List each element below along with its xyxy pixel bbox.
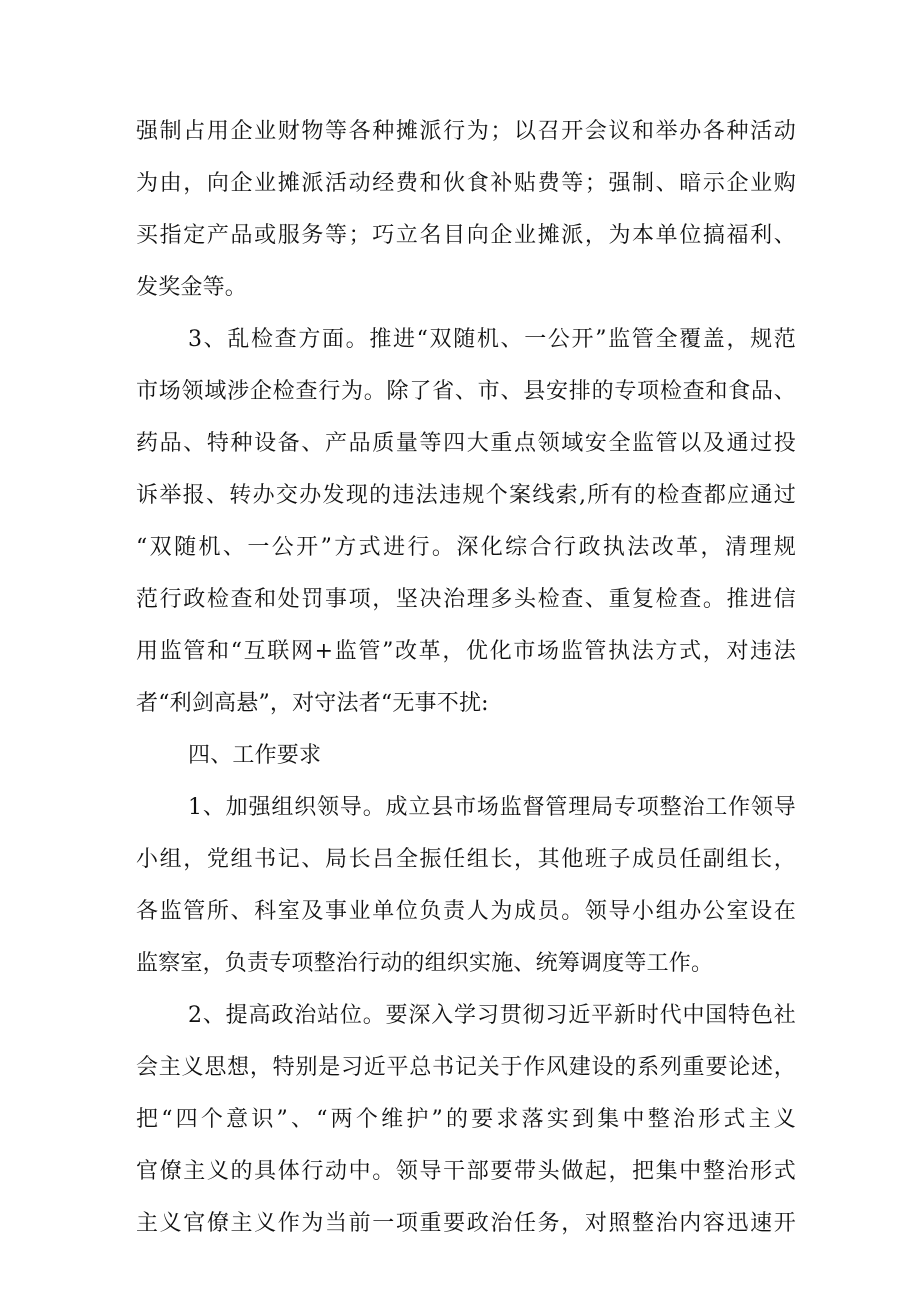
- document-line-12: 者“利剑高悬”，对守法者“无事不扰:: [136, 691, 489, 716]
- document-line-5: 3、乱检查方面。推进“双随机、一公开”监管全覆盖，规范: [188, 327, 796, 352]
- document-line-22: 主义官僚主义作为当前一项重要政治任务，对照整治内容迅速开: [136, 1211, 796, 1236]
- document-line-2: 为由，向企业摊派活动经费和伙食补贴费等；强制、暗示企业购: [136, 171, 796, 196]
- document-line-17: 监察室，负责专项整治行动的组织实施、统筹调度等工作。: [136, 951, 714, 976]
- document-line-3: 买指定产品或服务等；巧立名目向企业摊派，为本单位搞福利、: [136, 223, 796, 248]
- document-line-16: 各监管所、科室及事业单位负责人为成员。领导小组办公室设在: [136, 899, 796, 924]
- document-line-11: 用监管和“互联网+监管”改革，优化市场监管执法方式，对违法: [136, 639, 796, 664]
- document-line-18: 2、提高政治站位。要深入学习贯彻习近平新时代中国特色社: [188, 1003, 796, 1028]
- document-line-15: 小组，党组书记、局长吕全振任组长，其他班子成员任副组长，: [136, 847, 796, 872]
- document-line-9: “双随机、一公开”方式进行。深化综合行政执法改革，清理规: [136, 535, 796, 560]
- document-line-14: 1、加强组织领导。成立县市场监督管理局专项整治工作领导: [188, 795, 796, 820]
- document-line-8: 诉举报、转办交办发现的违法违规个案线索,所有的检查都应通过: [136, 483, 796, 508]
- section-heading-work-requirements: 四、工作要求: [188, 743, 322, 768]
- document-line-7: 药品、特种设备、产品质量等四大重点领域安全监管以及通过投: [136, 431, 796, 456]
- document-line-21: 官僚主义的具体行动中。领导干部要带头做起，把集中整治形式: [136, 1159, 796, 1184]
- document-line-1: 强制占用企业财物等各种摊派行为；以召开会议和举办各种活动: [136, 119, 796, 144]
- document-line-4: 发奖金等。: [136, 275, 248, 300]
- document-line-20: 把“四个意识”、“两个维护”的要求落实到集中整治形式主义: [136, 1107, 796, 1132]
- document-line-19: 会主义思想，特别是习近平总书记关于作风建设的系列重要论述，: [136, 1055, 796, 1080]
- document-line-10: 范行政检查和处罚事项，坚决治理多头检查、重复检查。推进信: [136, 587, 796, 612]
- document-line-6: 市场领域涉企检查行为。除了省、市、县安排的专项检查和食品、: [136, 379, 796, 404]
